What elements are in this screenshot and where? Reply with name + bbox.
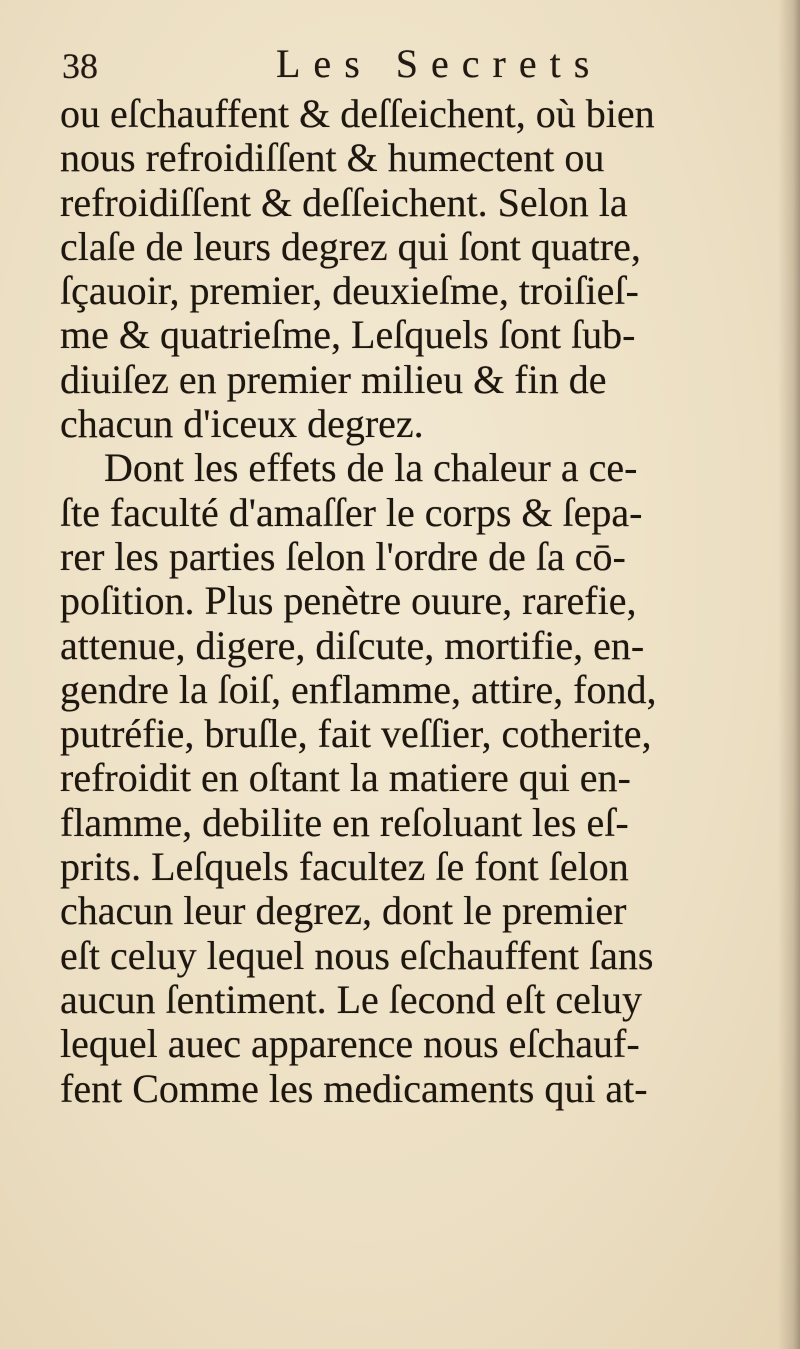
text-line: attenue, digere, diſcute, mortifie, en-: [60, 622, 645, 668]
paragraph-start-line: Dont les effets de la chaleur a ce-: [104, 445, 638, 491]
page-header: [62, 42, 762, 92]
text-line: refroidiſſent & deſſeichent. Selon la: [60, 179, 628, 225]
text-line: refroidit en oſtant la matiere qui en-: [60, 755, 631, 801]
text-line: flamme, debilite en reſoluant les eſ-: [60, 799, 629, 845]
text-line: ou eſchauffent & deſſeichent, où bien: [60, 91, 655, 136]
text-line: aucun ſentiment. Le ſecond eſt celuy: [60, 976, 642, 1022]
text-line: fent Comme les medicaments qui at-: [60, 1065, 648, 1111]
text-line: me & quatrieſme, Leſquels ſont ſub-: [60, 312, 636, 358]
text-line: putréfie, bruſle, fait veſſier, cotherite,: [60, 711, 652, 757]
text-line: lequel auec apparence nous eſchauf-: [60, 1021, 640, 1067]
text-line: claſe de leurs degrez qui ſont quatre,: [60, 223, 641, 269]
running-head: Les Secrets: [276, 41, 603, 86]
text-line: chacun d'iceux degrez.: [60, 401, 424, 447]
page-number: 38: [62, 46, 98, 86]
text-line: rer les parties ſelon l'ordre de ſa cō-: [60, 533, 626, 579]
text-line: eſt celuy lequel nous eſchauffent ſans: [60, 932, 654, 978]
text-line: ſte faculté d'amaſſer le corps & ſepa-: [60, 489, 643, 535]
text-line: prits. Leſquels facultez ſe font ſelon: [60, 844, 629, 890]
text-line: gendre la ſoiſ, enflamme, attire, fond,: [60, 666, 657, 712]
body-text: [60, 92, 790, 1111]
text-line: ſçauoir, premier, deuxieſme, troiſieſ-: [60, 268, 639, 314]
text-line: poſition. Plus penètre ouure, rarefie,: [60, 578, 637, 624]
text-line: nous refroidiſſent & humectent ou: [60, 135, 605, 181]
text-line: diuiſez en premier milieu & fin de: [60, 356, 607, 402]
text-line: chacun leur degrez, dont le premier: [60, 888, 627, 934]
